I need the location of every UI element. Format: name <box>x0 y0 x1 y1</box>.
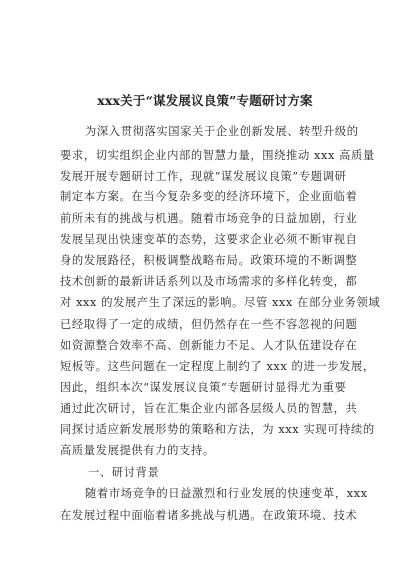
body-line-9: 对 xxx 的发展产生了深远的影响。尽管 xxx 在部分业务领域 <box>60 296 381 309</box>
body-line-2: 要求，切实组织企业内部的智慧力量，围绕推动 xxx 高质量 <box>60 149 375 162</box>
document-title: xxx关于“谋发展议良策”专题研讨方案 <box>97 93 313 108</box>
body-line-12: 短板等。这些问题在一定程度上制约了 xxx 的进一步发展， <box>60 360 375 373</box>
body-line-13: 因此，组织本次“谋发展议良策”专题研讨显得尤为重要 <box>60 381 347 394</box>
body-line-4: 制定本方案。在当今复杂多变的经济环境下，企业面临着 <box>60 190 358 203</box>
body-line-6: 发展呈现出快速变革的态势，这要求企业必须不断审视自 <box>60 233 358 246</box>
body-line-5: 前所未有的挑战与机遇。随着市场竞争的日益加剧，行业 <box>60 212 358 225</box>
body-line-19: 在发展过程中面临着诸多挑战与机遇。在政策环境、技术 <box>60 509 358 522</box>
body-line-11: 如资源整合效率不高、创新能力不足、人才队伍建设存在 <box>60 339 358 352</box>
body-line-1: 为深入贯彻落实国家关于企业创新发展、转型升级的 <box>85 125 359 138</box>
body-line-18: 随着市场竞争的日益激烈和行业发展的快速变革，xxx <box>85 487 368 500</box>
body-line-14: 通过此次研讨，旨在汇集企业内部各层级人员的智慧，共 <box>60 402 358 415</box>
body-line-15: 同探讨适应新发展形势的策略和方法，为 xxx 实现可持续的 <box>60 423 375 436</box>
body-line-10: 已经取得了一定的成绩，但仍然存在一些不容忽视的问题 <box>60 318 358 331</box>
body-line-16: 高质量发展提供有力的支持。 <box>60 444 215 457</box>
body-line-3: 发展开展专题研讨工作，现就“谋发展议良策”专题调研 <box>60 170 347 183</box>
body-line-7: 身的发展路径，积极调整战略布局。政策环境的不断调整 <box>60 254 358 267</box>
body-line-8: 技术创新的最新讲话系列以及市场需求的多样化转变，都 <box>60 275 358 288</box>
section-heading: 一、研讨背景 <box>88 466 160 479</box>
